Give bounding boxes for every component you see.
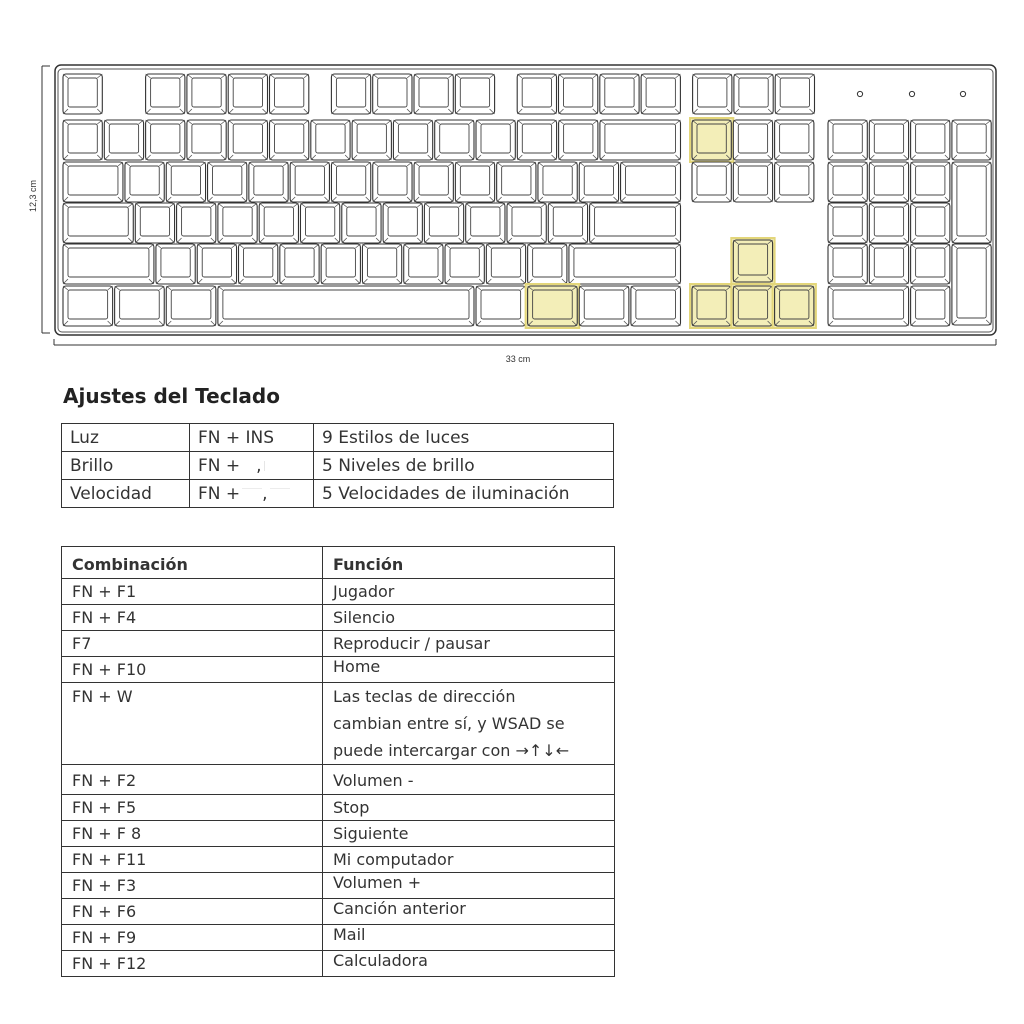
key-down bbox=[731, 284, 774, 328]
function-cell: Canción anterior bbox=[323, 899, 615, 925]
key-grave bbox=[63, 120, 102, 160]
function-line: Las teclas de dirección bbox=[333, 687, 516, 706]
key-f10 bbox=[559, 74, 598, 114]
key-num8 bbox=[869, 162, 908, 202]
function-cell: Mail bbox=[323, 925, 615, 951]
key-rbracket bbox=[579, 162, 618, 202]
key-f11 bbox=[600, 74, 639, 114]
key-lctrl bbox=[63, 286, 113, 326]
key-num4 bbox=[828, 203, 867, 243]
combination-cell: FN + F12 bbox=[62, 951, 323, 977]
key-f6 bbox=[373, 74, 412, 114]
key-fn bbox=[526, 284, 580, 328]
width-dimension-line bbox=[54, 339, 996, 345]
combinations-header-row bbox=[62, 547, 615, 579]
key-r bbox=[249, 162, 288, 202]
key-x bbox=[197, 244, 236, 284]
key-v bbox=[280, 244, 319, 284]
key-up bbox=[731, 238, 774, 284]
combination-cell: FN + F11 bbox=[62, 847, 323, 873]
combination-cell: FN + F5 bbox=[62, 795, 323, 821]
setting-keys bbox=[190, 452, 314, 480]
key-quote bbox=[548, 203, 587, 243]
key-b bbox=[321, 244, 360, 284]
key-1 bbox=[104, 120, 143, 160]
combination-cell: FN + F 8 bbox=[62, 821, 323, 847]
key-numdot bbox=[911, 286, 950, 326]
key-m bbox=[404, 244, 443, 284]
key-g bbox=[300, 203, 339, 243]
function-cell: Volumen - bbox=[323, 765, 615, 795]
keyboard-diagram bbox=[0, 0, 1024, 370]
settings-title: Ajustes del Teclado bbox=[63, 384, 280, 408]
setting-keys: FN + INS bbox=[190, 424, 314, 452]
key-lalt bbox=[166, 286, 216, 326]
key-7 bbox=[352, 120, 391, 160]
function-cell: Reproducir / pausar bbox=[323, 631, 615, 657]
key-l bbox=[466, 203, 505, 243]
key-lwin bbox=[115, 286, 165, 326]
key-prtsc bbox=[693, 74, 732, 114]
settings-table bbox=[61, 423, 614, 508]
combination-cell: F7 bbox=[62, 631, 323, 657]
key-space bbox=[218, 286, 474, 326]
table-row bbox=[62, 795, 615, 821]
setting-effect: 5 Velocidades de iluminación bbox=[314, 480, 614, 508]
key-numdiv bbox=[869, 120, 908, 160]
key-scrlk bbox=[734, 74, 773, 114]
key-s bbox=[177, 203, 216, 243]
function-cell: Home bbox=[323, 657, 615, 683]
key-end bbox=[733, 162, 772, 202]
height-dimension-label: 12,3 cm bbox=[28, 180, 38, 213]
combination-header: Combinación bbox=[62, 547, 323, 579]
key-esc bbox=[63, 74, 102, 114]
blank-key-icon bbox=[264, 461, 279, 471]
table-row bbox=[62, 605, 615, 631]
function-cell: Mi computador bbox=[323, 847, 615, 873]
key-slash bbox=[528, 244, 567, 284]
function-cell: Silencio bbox=[323, 605, 615, 631]
table-row bbox=[62, 925, 615, 951]
setting-name: Brillo bbox=[62, 452, 190, 480]
key-pgdn bbox=[775, 162, 814, 202]
key-semicolon bbox=[507, 203, 546, 243]
key-f1 bbox=[146, 74, 185, 114]
setting-keys-separator: , bbox=[262, 483, 268, 504]
key-0 bbox=[476, 120, 515, 160]
width-dimension-label: 33 cm bbox=[505, 354, 531, 364]
key-equal bbox=[559, 120, 598, 160]
combination-cell: FN + F3 bbox=[62, 873, 323, 899]
blank-key-icon bbox=[242, 488, 262, 499]
key-ralt bbox=[476, 286, 526, 326]
setting-effect: 5 Niveles de brillo bbox=[314, 452, 614, 480]
combination-cell: FN + F1 bbox=[62, 579, 323, 605]
key-3 bbox=[187, 120, 226, 160]
setting-keys-text: FN + bbox=[198, 483, 241, 504]
table-row bbox=[62, 847, 615, 873]
key-p bbox=[497, 162, 536, 202]
table-row bbox=[62, 765, 615, 795]
key-f12 bbox=[641, 74, 680, 114]
settings-row bbox=[62, 424, 614, 452]
function-header: Función bbox=[323, 547, 615, 579]
function-line: puede intercargar con →↑↓← bbox=[333, 741, 570, 760]
setting-name: Luz bbox=[62, 424, 190, 452]
key-home bbox=[733, 120, 772, 160]
key-f bbox=[259, 203, 298, 243]
blank-key-icon bbox=[242, 461, 256, 471]
key-h bbox=[342, 203, 381, 243]
function-cell: Stop bbox=[323, 795, 615, 821]
key-num9 bbox=[911, 162, 950, 202]
key-q bbox=[125, 162, 164, 202]
function-cell: Jugador bbox=[323, 579, 615, 605]
key-n bbox=[362, 244, 401, 284]
combinations-table bbox=[61, 546, 615, 977]
combination-cell: FN + F2 bbox=[62, 765, 323, 795]
key-k bbox=[424, 203, 463, 243]
key-lshift bbox=[63, 244, 154, 284]
key-nummul bbox=[911, 120, 950, 160]
key-t bbox=[290, 162, 329, 202]
key-o bbox=[455, 162, 494, 202]
table-row bbox=[62, 657, 615, 683]
key-numlock bbox=[828, 120, 867, 160]
key-num6 bbox=[911, 203, 950, 243]
key-f7 bbox=[414, 74, 453, 114]
table-row bbox=[62, 683, 615, 765]
key-5 bbox=[270, 120, 309, 160]
key-pgup bbox=[775, 120, 814, 160]
key-8 bbox=[393, 120, 432, 160]
key-f5 bbox=[331, 74, 370, 114]
key-e bbox=[208, 162, 247, 202]
setting-keys bbox=[190, 480, 314, 508]
table-row bbox=[62, 821, 615, 847]
key-a bbox=[135, 203, 174, 243]
function-cell bbox=[323, 683, 615, 765]
key-capslock bbox=[63, 203, 133, 243]
key-menu bbox=[579, 286, 629, 326]
key-left bbox=[690, 284, 733, 328]
table-row bbox=[62, 631, 615, 657]
key-f4 bbox=[270, 74, 309, 114]
key-num3 bbox=[911, 244, 950, 284]
key-d bbox=[218, 203, 257, 243]
setting-effect: 9 Estilos de luces bbox=[314, 424, 614, 452]
key-minus bbox=[517, 120, 556, 160]
combination-cell: FN + F10 bbox=[62, 657, 323, 683]
key-w bbox=[166, 162, 205, 202]
height-dimension-line bbox=[42, 66, 50, 333]
key-f2 bbox=[187, 74, 226, 114]
key-c bbox=[239, 244, 278, 284]
key-tab bbox=[63, 162, 123, 202]
function-cell: Siguiente bbox=[323, 821, 615, 847]
key-backslash bbox=[621, 162, 681, 202]
key-numenter bbox=[952, 244, 991, 325]
key-y bbox=[331, 162, 370, 202]
combination-cell: FN + F4 bbox=[62, 605, 323, 631]
key-f9 bbox=[517, 74, 556, 114]
function-cell: Calculadora bbox=[323, 951, 615, 977]
key-num5 bbox=[869, 203, 908, 243]
key-j bbox=[383, 203, 422, 243]
key-delete bbox=[692, 162, 731, 202]
key-i bbox=[414, 162, 453, 202]
key-num7 bbox=[828, 162, 867, 202]
key-6 bbox=[311, 120, 350, 160]
key-period bbox=[486, 244, 525, 284]
key-num1 bbox=[828, 244, 867, 284]
key-pause bbox=[775, 74, 814, 114]
key-backspace bbox=[600, 120, 681, 160]
settings-row bbox=[62, 480, 614, 508]
key-numadd bbox=[952, 162, 991, 243]
function-cell: Volumen + bbox=[323, 873, 615, 899]
key-4 bbox=[228, 120, 267, 160]
table-row bbox=[62, 951, 615, 977]
combination-cell: FN + F6 bbox=[62, 899, 323, 925]
key-numsub bbox=[952, 120, 991, 160]
key-rctrl bbox=[631, 286, 681, 326]
key-f8 bbox=[455, 74, 494, 114]
key-u bbox=[373, 162, 412, 202]
table-row bbox=[62, 899, 615, 925]
key-rshift bbox=[569, 244, 681, 284]
key-2 bbox=[146, 120, 185, 160]
setting-keys-text: FN + bbox=[198, 455, 241, 476]
key-comma bbox=[445, 244, 484, 284]
key-num2 bbox=[869, 244, 908, 284]
table-row bbox=[62, 873, 615, 899]
table-row bbox=[62, 579, 615, 605]
blank-key-icon bbox=[270, 488, 290, 499]
key-right bbox=[773, 284, 816, 328]
key-insert bbox=[690, 118, 733, 162]
key-z bbox=[156, 244, 195, 284]
combination-cell: FN + F9 bbox=[62, 925, 323, 951]
key-enter bbox=[590, 203, 681, 243]
setting-name: Velocidad bbox=[62, 480, 190, 508]
key-f3 bbox=[228, 74, 267, 114]
combination-cell: FN + W bbox=[62, 683, 323, 765]
key-9 bbox=[435, 120, 474, 160]
setting-keys-separator: , bbox=[256, 455, 262, 476]
key-num0 bbox=[828, 286, 909, 326]
settings-row bbox=[62, 452, 614, 480]
function-line: cambian entre sí, y WSAD se bbox=[333, 714, 565, 733]
key-lbracket bbox=[538, 162, 577, 202]
